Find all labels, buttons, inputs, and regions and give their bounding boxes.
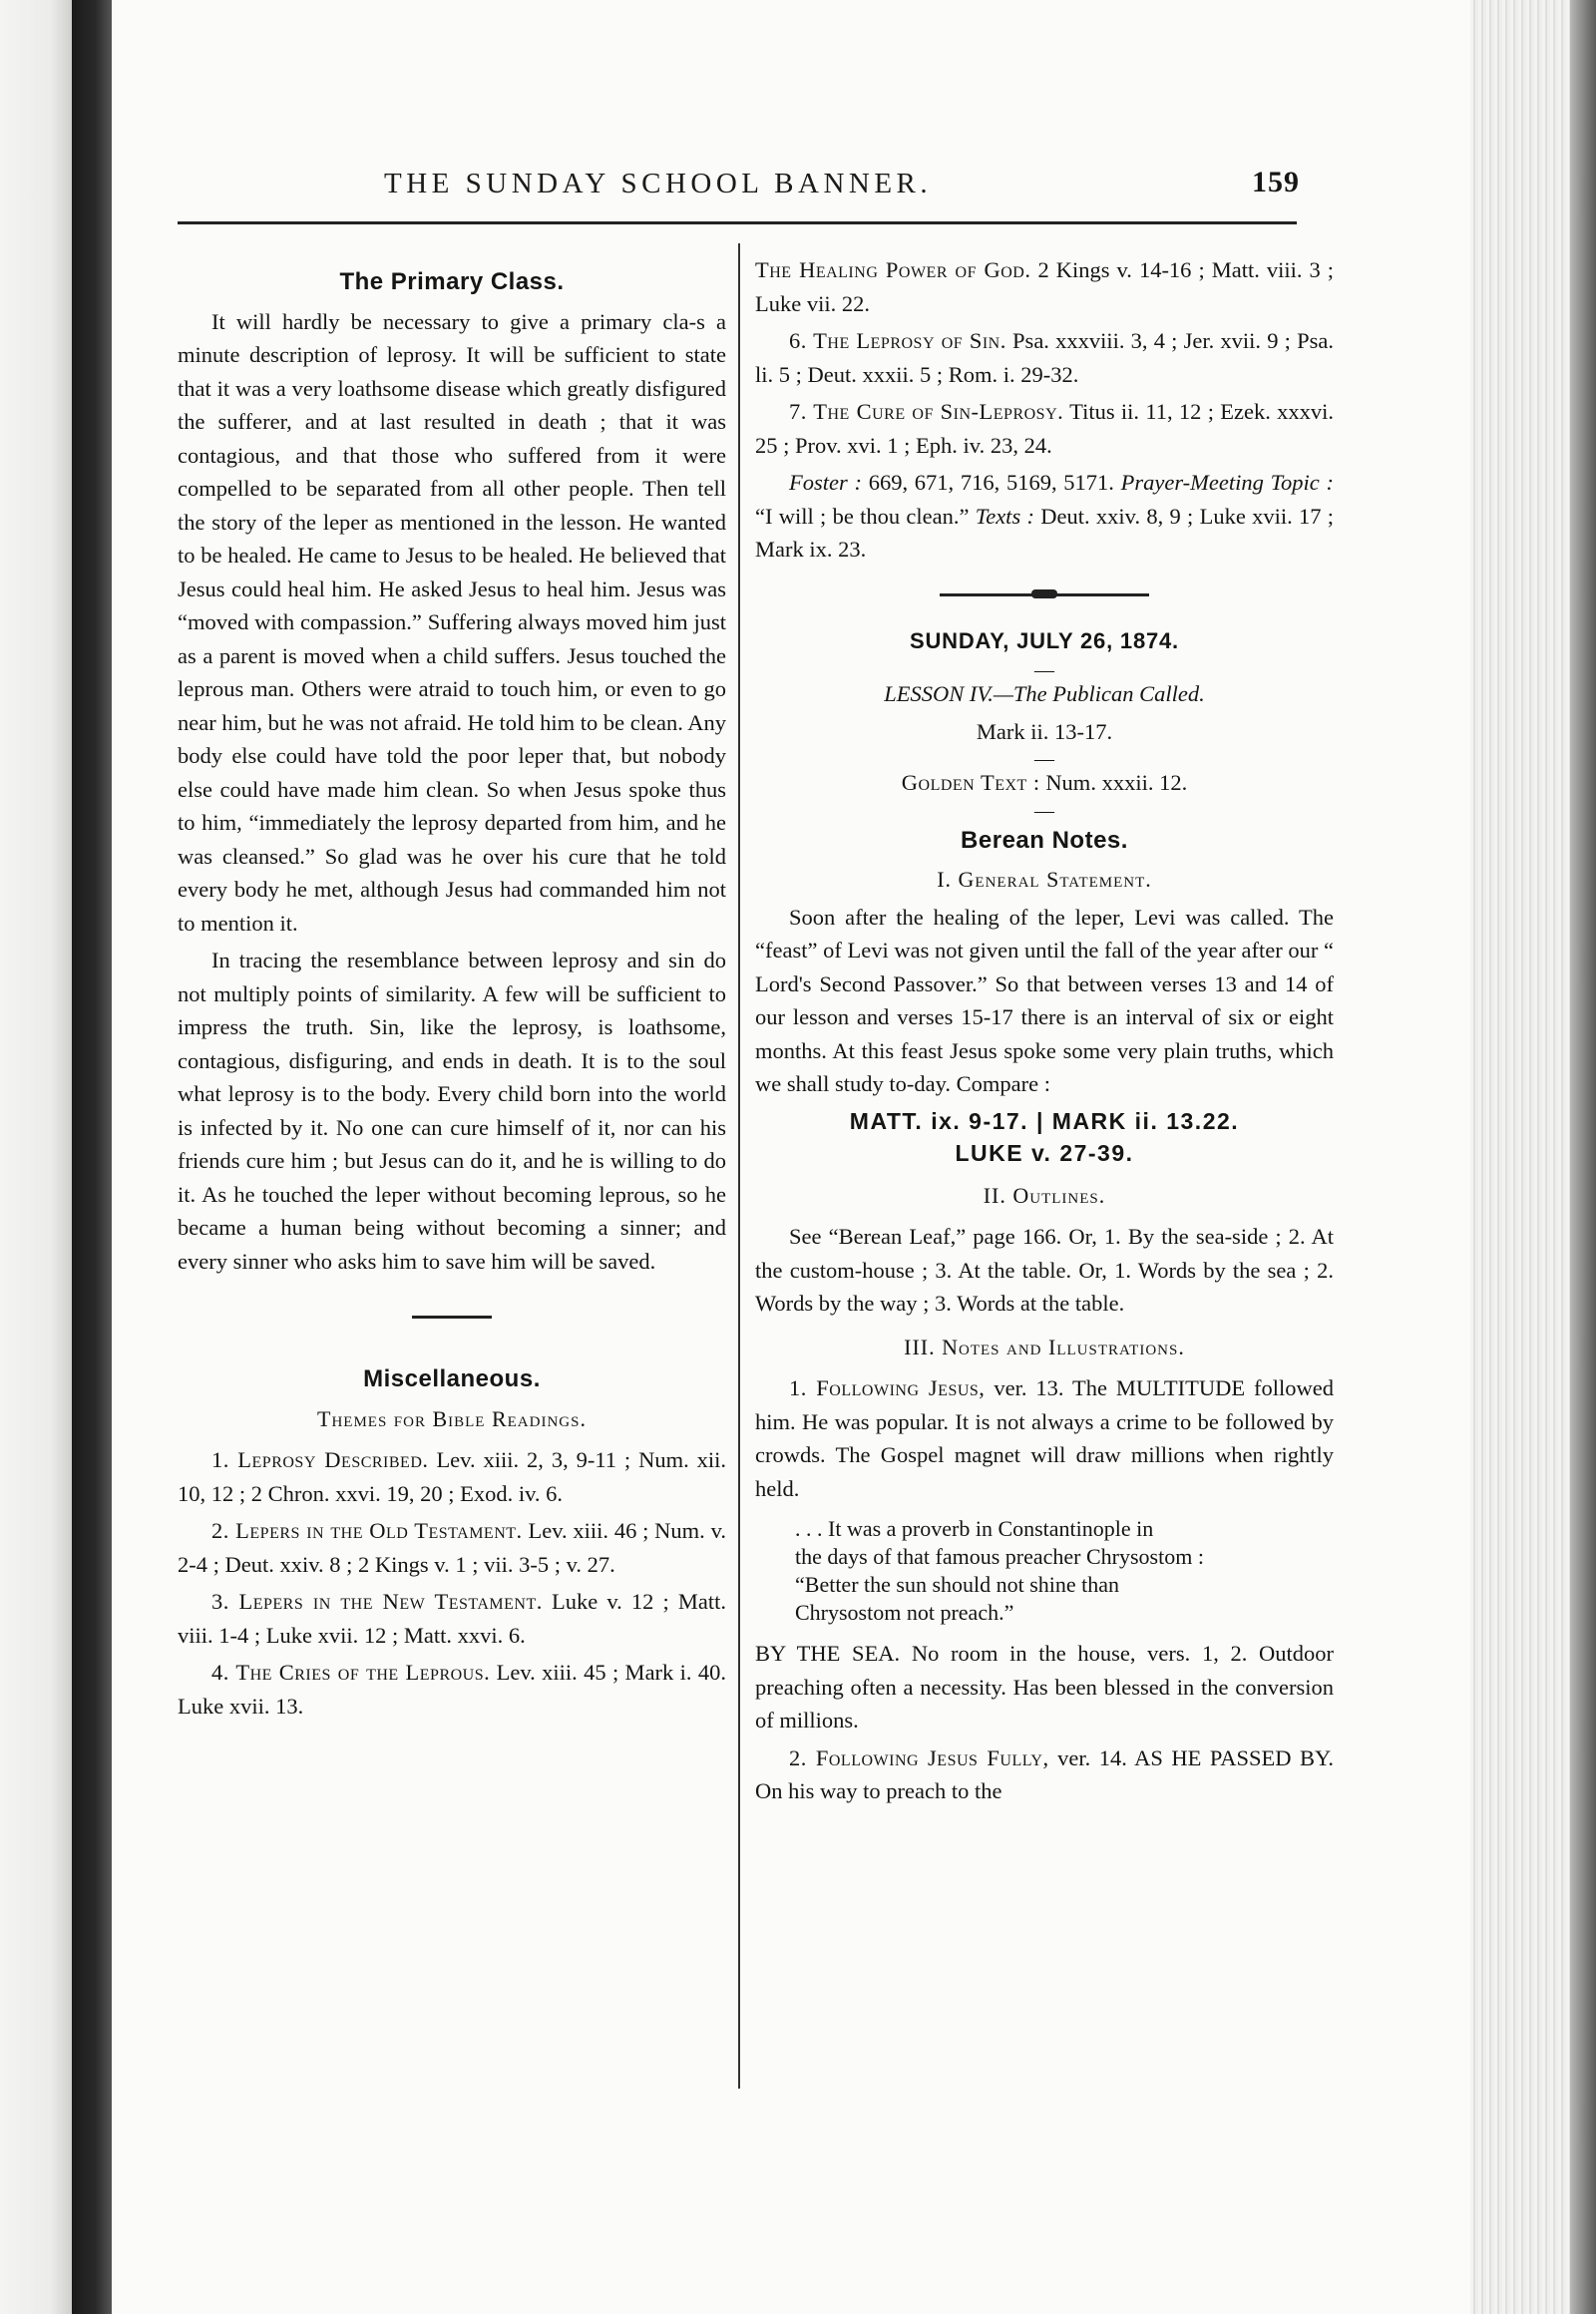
theme-item-refs: Psa. xxxviii. 3, 4 ; Jer. xvii. 9 ; Psa. li. 5 ; Deut. xxxii. 5 ; Rom. i. 29-32. <box>755 328 1334 387</box>
theme-item-label: The Healing Power of God. <box>755 257 1031 282</box>
golden-text-ref: Num. xxxii. 12. <box>1045 770 1188 795</box>
theme-item-label: 3. Lepers in the New Testament. <box>211 1589 543 1614</box>
golden-text-label: Golden Text : <box>901 770 1040 795</box>
prayer-meeting-topic: “I will ; be thou clean.” <box>755 503 970 529</box>
berean-notes-heading: Berean Notes. <box>961 826 1128 854</box>
primary-class-paragraph-2: In tracing the resemblance between leprosy and sin do not multiply points of similarity. A few will be sufficient to impress the truth. Sin, like the leprosy, is loathsome, contagious, disfiguring, and ends in death. It is to the soul what leprosy is to the body. Every child born into the world is infected by it. No one can cure himself of it, nor can his friends cure him ; but Jesus can do it, and he is willing to do it. As he touched the leper without becoming leprous, so he became a human being without becoming a sinner; and every sinner who asks him to save him will be saved. <box>178 948 726 1274</box>
themes-subheading: Themes for Bible Readings. <box>317 1405 587 1431</box>
theme-item-refs: Lev. xiii. 45 ; Mark i. 40. Luke xvii. 13. <box>178 1660 727 1719</box>
outlines-heading: II. Outlines. <box>983 1182 1106 1208</box>
note-2 <box>755 1741 1334 1808</box>
quote-line: “Better the sun should not shine than <box>795 1572 1120 1597</box>
texts-refs: Deut. xxiv. 8, 9 ; Luke xvii. 17 ; Mark ix. 23. <box>755 503 1335 562</box>
note-1-label: 1. Following Jesus, <box>789 1375 986 1400</box>
theme-item-label: 2. Lepers in the Old Testament. <box>211 1518 523 1543</box>
theme-item-refs: Luke v. 12 ; Matt. viii. 1-4 ; Luke xvii. 12 ; Matt. xxvi. 6. <box>178 1589 727 1648</box>
theme-item-label: 7. The Cure of Sin-Leprosy. <box>789 399 1064 424</box>
theme-item <box>178 1656 726 1723</box>
note-1-text: ver. 13. The MULTITUDE followed him. He was popular. It is not always a crime to be followed by crowds. The Gospel magnet will draw millions when rightly held. <box>755 1375 1334 1501</box>
theme-item-label: 1. Leprosy Described. <box>211 1447 429 1472</box>
primary-class-heading: The Primary Class. <box>339 268 565 295</box>
dash-rule: — <box>1034 659 1054 681</box>
facing-page-edge <box>0 0 72 2314</box>
lesson-date: SUNDAY, JULY 26, 1874. <box>910 627 1179 653</box>
theme-item-label: 6. The Leprosy of Sin. <box>789 328 1006 353</box>
theme-item-refs: Lev. xiii. 2, 3, 9-11 ; Num. xii. 10, 12 ; 2 Chron. xxvi. 19, 20 ; Exod. iv. 6. <box>178 1447 726 1506</box>
theme-item <box>178 1514 726 1581</box>
page-stack-edge <box>1470 0 1596 2314</box>
outlines-text: See “Berean Leaf,” page 166. Or, 1. By the sea-side ; 2. At the custom-house ; 3. At the table. Or, 1. Words by the sea ; 2. Words by the way ; 3. Words at the table. <box>755 1224 1334 1316</box>
theme-item <box>755 253 1334 320</box>
foster-refs: 669, 671, 716, 5169, 5171. <box>868 470 1114 495</box>
theme-item <box>755 395 1334 462</box>
lesson-passage: Mark ii. 13-17. <box>976 718 1113 744</box>
general-statement-heading: I. General Statement. <box>937 867 1152 892</box>
quote-line: Chrysostom not preach.” <box>795 1600 1014 1625</box>
lesson-title: LESSON IV.—The Publican Called. <box>884 681 1205 706</box>
theme-item-refs: Lev. xiii. 46 ; Num. v. 2-4 ; Deut. xxiv. 8 ; 2 Kings v. 1 ; vii. 3-5 ; v. 27. <box>178 1518 726 1577</box>
primary-class-paragraph-1: It will hardly be necessary to give a primary cla-s a minute description of leprosy. It will be sufficient to state that it was a very loathsome disease which greatly disfigured the sufferer, and at last resulted in death ; that it was contagious, and that those who suffered from it were compelled to be separated from all other people. Then tell the story of the leper as mentioned in the lesson. He wanted to be healed. He came to Jesus to be healed. He believed that Jesus could heal him. He asked Jesus to heal him. Jesus was “moved with compassion.” Suffering always moved him just as a parent is moved when a child suffers. Jesus touched the leprous man. Others were atraid to touch him, or even to go near him, but he was not afraid. He told him to be clean. Any body else could have told the poor leper that, but nobody else could have made him clean. So when Jesus spoke thus to him, “immediately the leprosy departed from him, and he was cleansed.” So glad was he over his cure that he told every body he met, although Jesus had commanded him not to mention it. <box>178 308 726 936</box>
page-number: 159 <box>1252 166 1300 198</box>
note-2-label: 2. Following Jesus Fully, <box>789 1744 1049 1770</box>
book-gutter-shadow <box>72 0 112 2314</box>
foster-label: Foster : <box>789 470 862 495</box>
theme-item-refs: 2 Kings v. 14-16 ; Matt. viii. 3 ; Luke vii. 22. <box>755 257 1334 316</box>
theme-item <box>178 1585 726 1652</box>
texts-label: Texts : <box>975 503 1034 529</box>
compare-line-1: MATT. ix. 9-17. | MARK ii. 13.22. <box>849 1107 1240 1134</box>
column-divider <box>738 243 740 2089</box>
note-2-text: ver. 14. AS HE PASSED BY. On his way to preach to the <box>755 1744 1335 1803</box>
prayer-meeting-label: Prayer-Meeting Topic : <box>1120 470 1335 495</box>
running-title: THE SUNDAY SCHOOL BANNER. <box>384 168 933 199</box>
left-column <box>178 265 726 1727</box>
dash-rule: — <box>1034 748 1054 770</box>
general-statement-text: Soon after the healing of the leper, Levi was called. The “feast” of Levi was not given until the fall of the year after our “ Lord's Second Passover.” So that between verses 13 and 14 of our lesson and verses 15-17 there is an interval of six or eight months. At this feast Jesus spoke some very plain truths, which we shall study to-day. Compare : <box>755 904 1334 1096</box>
by-the-sea-note: BY THE SEA. No room in the house, vers. 1, 2. Outdoor preaching often a necessity. Has been blessed in the conversion of millions. <box>755 1641 1334 1733</box>
compare-line-2: LUKE v. 27-39. <box>955 1139 1134 1166</box>
dash-rule: — <box>1034 799 1054 822</box>
right-column <box>755 253 1334 1812</box>
theme-item <box>178 1443 726 1510</box>
theme-item-label: 4. The Cries of the Leprous. <box>211 1660 491 1685</box>
note-1 <box>755 1371 1334 1505</box>
miscellaneous-heading: Miscellaneous. <box>363 1365 541 1392</box>
header-rule <box>178 221 1297 224</box>
compare-references <box>755 1105 1334 1169</box>
theme-item-refs: Titus ii. 11, 12 ; Ezek. xxxvi. 25 ; Prov. xvi. 1 ; Eph. iv. 23, 24. <box>755 399 1334 458</box>
golden-text <box>755 766 1334 800</box>
theme-item <box>755 324 1334 391</box>
quote-line: the days of that famous preacher Chrysostom : <box>795 1544 1204 1569</box>
quote-line: . . . It was a proverb in Constantinople in <box>795 1516 1154 1541</box>
ornamental-rule <box>940 590 1149 598</box>
notes-heading: III. Notes and Illustrations. <box>904 1334 1185 1359</box>
chrysostom-quote <box>795 1515 1334 1627</box>
foster-references <box>755 466 1334 567</box>
section-divider <box>412 1316 492 1319</box>
